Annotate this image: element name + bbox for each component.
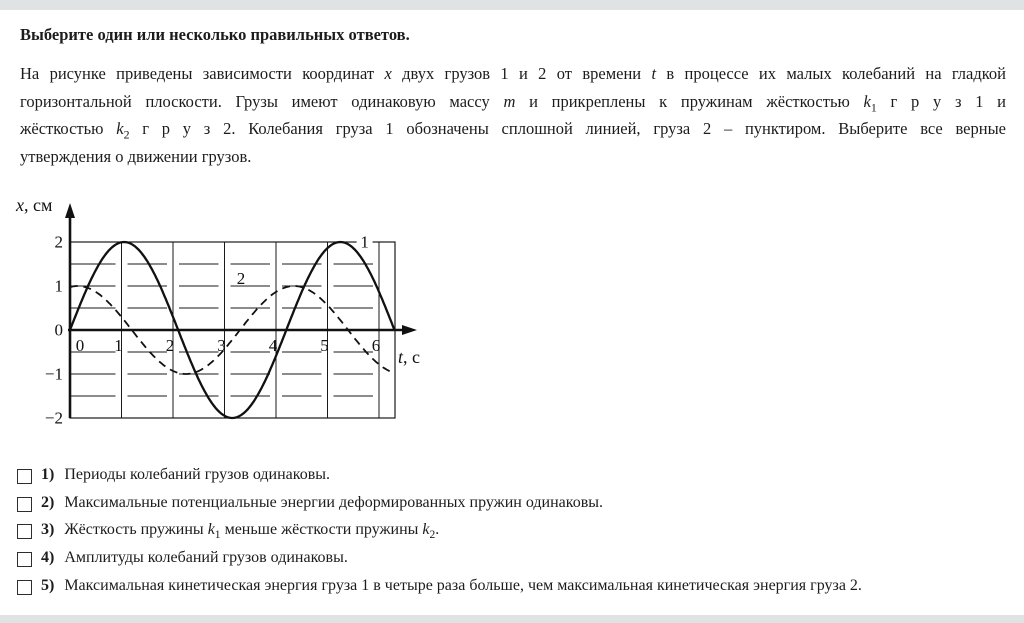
y-tick-label: −1 — [44, 364, 63, 384]
answer-option-row[interactable] — [17, 521, 1012, 549]
y-axis-title: x, см — [16, 195, 53, 215]
answer-option-row[interactable] — [17, 577, 1012, 605]
problem-text — [20, 60, 1006, 170]
x-tick-label: 6 — [371, 336, 381, 355]
answer-option-number: 3) — [41, 521, 59, 539]
answer-option-number: 1) — [41, 466, 59, 483]
figure — [0, 190, 430, 440]
answer-option-number: 4) — [41, 549, 59, 567]
x-tick-label: 2 — [165, 336, 175, 355]
answer-options — [17, 466, 1012, 604]
answer-checkbox[interactable] — [17, 524, 32, 539]
question-instruction: Выберите один или несколько правильных ответов. — [20, 25, 410, 44]
y-tick-label: 1 — [54, 276, 63, 296]
answer-checkbox[interactable] — [17, 469, 32, 484]
answer-option-text: Максимальные потенциальные энергии деформированных пружин одинаковы. — [64, 493, 603, 511]
x-tick-label: 0 — [75, 336, 85, 355]
answer-option-text: Амплитуды колебаний грузов одинаковы. — [64, 549, 348, 567]
x-tick-label: 3 — [217, 336, 226, 355]
y-tick-label: 0 — [54, 320, 63, 340]
answer-option-text: Периоды колебаний грузов одинаковы. — [64, 466, 331, 483]
answer-option-row[interactable] — [17, 466, 1012, 494]
x-tick-label: 5 — [320, 336, 329, 355]
bottom-page-margin-bar — [0, 615, 1024, 623]
answer-checkbox[interactable] — [17, 497, 32, 512]
x-tick-label: 1 — [114, 336, 123, 355]
answer-option-label — [41, 466, 330, 484]
y-tick-label: −2 — [44, 408, 63, 428]
y-axis-arrow-icon — [65, 203, 75, 218]
problem-line: утверждения о движении грузов. — [20, 146, 252, 166]
y-tick-label: 2 — [54, 232, 63, 252]
answer-option-text: Жёсткость пружины $k_1$ меньше жёсткости пружины $k_2$. — [64, 521, 440, 542]
x-axis-arrow-icon — [402, 325, 417, 335]
oscillation-graph — [0, 190, 430, 440]
answer-option-text: Максимальная кинетическая энергия груза 1 в четыре раза больше, чем максимальная кинетическая энергия груза 2. — [64, 576, 862, 594]
answer-option-label — [41, 494, 603, 512]
answer-option-label — [41, 521, 440, 542]
answer-checkbox[interactable] — [17, 552, 32, 567]
answer-option-label — [41, 549, 348, 567]
answer-option-number: 5) — [41, 576, 59, 594]
problem-line: На рисунке приведены зависимости координат x двух грузов 1 и 2 от времени t в процессе их малых колебаний на гладкой — [20, 64, 1007, 83]
curve-label-2: 2 — [236, 269, 246, 289]
answer-option-row[interactable] — [17, 494, 1012, 522]
answer-option-label — [41, 577, 862, 595]
problem-line: жёсткостью $k_2$ г р у з 2. Колебания груза 1 обозначены сплошной линией, груза 2 – пунктиром. Выберите все верные — [20, 119, 1006, 142]
x-tick-label: 4 — [268, 336, 278, 355]
top-page-margin-bar — [0, 0, 1024, 10]
answer-option-number: 2) — [41, 493, 59, 511]
answer-checkbox[interactable] — [17, 580, 32, 595]
x-axis-title: t, с — [398, 347, 421, 367]
curve-label-1: 1 — [360, 232, 369, 252]
problem-line: горизонтальной плоскости. Грузы имеют одинаковую массу m и прикреплены к пружинам жёсткостью $k_1$ г р у з 1 и — [20, 91, 1006, 114]
answer-option-row[interactable] — [17, 549, 1012, 577]
